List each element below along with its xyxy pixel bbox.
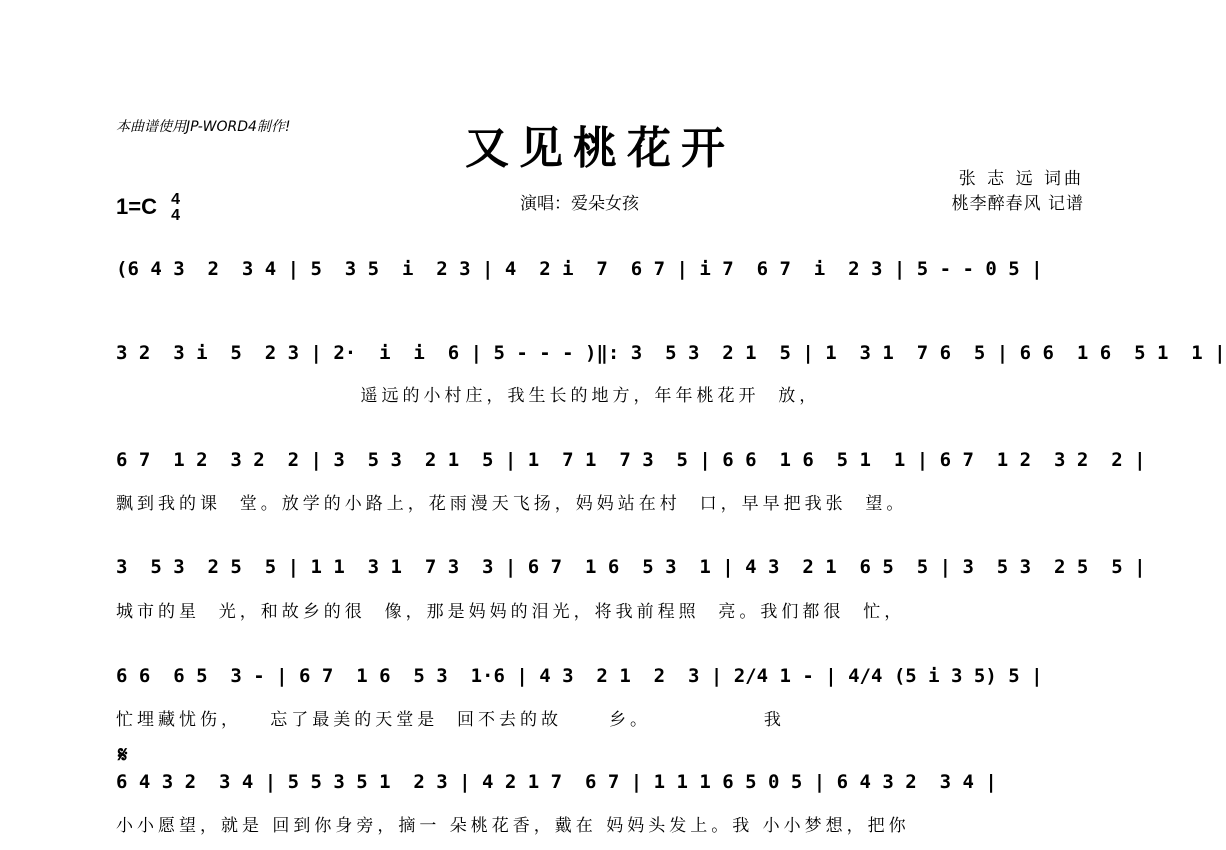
lyric-row-5: 忙埋藏忧伤， 忘了最美的天堂是 回不去的故 乡。 我 xyxy=(116,710,785,730)
notation-row-2: 3 2 3 i 5 2 3 | 2· i i 6 | 5 - - - )‖: 3 5 3 2 1 5 | 1 3 1 7 6 5 | 6 6 1 6 5 1 1 | xyxy=(116,342,1226,364)
lyric-row-2: 遥远的小村庄，我生长的地方，年年桃花开 放， xyxy=(116,386,821,406)
lyric-row-4: 城市的星 光，和故乡的很 像，那是妈妈的泪光，将我前程照 亮。我们都很 忙， xyxy=(116,602,906,622)
key-signature xyxy=(116,192,180,224)
notation-row-4: 3 5 3 2 5 5 | 1 1 3 1 7 3 3 | 6 7 1 6 5 3 1 | 4 3 2 1 6 5 5 | 3 5 3 2 5 5 | xyxy=(116,556,1146,578)
song-title: 又见桃花开 xyxy=(465,123,735,174)
notation-row-3: 6 7 1 2 3 2 2 | 3 5 3 2 1 5 | 1 7 1 7 3 5 | 6 6 1 6 5 1 1 | 6 7 1 2 3 2 2 | xyxy=(116,449,1146,471)
lyric-row-3: 飘到我的课 堂。放学的小路上，花雨漫天飞扬，妈妈站在村 口，早早把我张 望。 xyxy=(116,494,908,514)
time-signature-bottom: 4 xyxy=(171,207,181,224)
segno-sign: 𝄋 xyxy=(118,742,128,768)
software-credit: 本曲谱使用JP-WORD4制作! xyxy=(116,119,291,135)
time-signature-top: 4 xyxy=(171,191,181,208)
notation-row-5: 6 6 6 5 3 - | 6 7 1 6 5 3 1·6 | 4 3 2 1 2 3 | 2/4 1 - | 4/4 (5 i 3 5) 5 | xyxy=(116,665,1043,687)
lyric-row-6: 小小愿望，就是 回到你身旁，摘一 朵桃花香，戴在 妈妈头发上。我 小小梦想，把你 xyxy=(116,816,910,836)
notation-row-6: 6 4 3 2 3 4 | 5 5 3 5 1 2 3 | 4 2 1 7 6 7 | 1 1 1 6 5 0 5 | 6 4 3 2 3 4 | xyxy=(116,771,997,793)
singer-credit: 演唱：爱朵女孩 xyxy=(520,194,639,214)
composer-credit: 张 志 远 词曲 xyxy=(958,169,1084,189)
transcriber-credit: 桃李醉春风 记谱 xyxy=(951,194,1084,214)
time-signature xyxy=(171,192,180,224)
key-label: 1=C xyxy=(116,193,157,219)
notation-row-1: (6 4 3 2 3 4 | 5 3 5 i 2 3 | 4 2 i 7 6 7 | i 7 6 7 i 2 3 | 5 - - 0 5 | xyxy=(116,258,1043,280)
